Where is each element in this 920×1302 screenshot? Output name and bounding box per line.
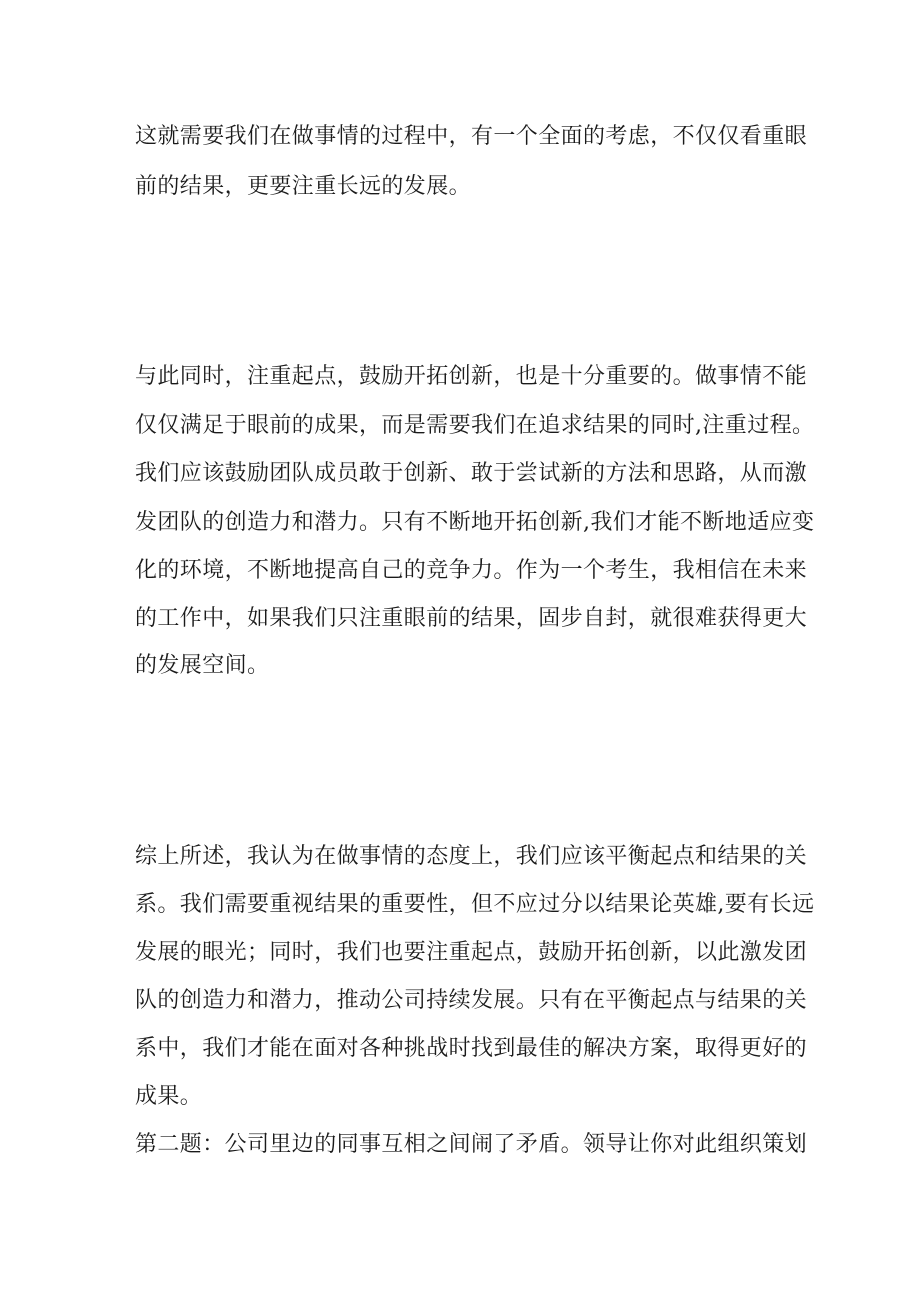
paragraph-2-line-6: 的工作中，如果我们只注重眼前的结果，固步自封，就很难获得更大: [135, 606, 808, 631]
paragraph-3-line-1: 综上所述，我认为在做事情的态度上，我们应该平衡起点和结果的关: [135, 844, 808, 869]
paragraph-2-line-5: 化的环境，不断地提高自己的竞争力。作为一个考生，我相信在未来: [135, 558, 808, 583]
paragraph-2-line-7: 的发展空间。: [135, 653, 270, 678]
paragraph-3-line-3: 发展的眼光；同时，我们也要注重起点，鼓励开拓创新，以此激发团: [135, 940, 808, 965]
paragraph-3-line-2: 系。我们需要重视结果的重要性，但不应过分以结果论英雄,要有长远: [135, 892, 815, 917]
paragraph-1-line-1: 这就需要我们在做事情的过程中，有一个全面的考虑，不仅仅看重眼: [135, 124, 808, 149]
paragraph-2-line-3: 我们应该鼓励团队成员敢于创新、敢于尝试新的方法和思路，从而激: [135, 461, 808, 486]
paragraph-1-line-2: 前的结果，更要注重长远的发展。: [135, 174, 472, 199]
paragraph-3-line-4: 队的创造力和潜力，推动公司持续发展。只有在平衡起点与结果的关: [135, 988, 808, 1013]
question-2-line-1: 第二题：公司里边的同事互相之间闹了矛盾。领导让你对此组织策划: [135, 1132, 808, 1157]
paragraph-2-line-2: 仅仅满足于眼前的成果，而是需要我们在追求结果的同时,注重过程。: [135, 413, 815, 438]
paragraph-3-line-5: 系中，我们才能在面对各种挑战时找到最佳的解决方案，取得更好的: [135, 1036, 808, 1061]
paragraph-2-line-1: 与此同时，注重起点，鼓励开拓创新，也是十分重要的。做事情不能: [135, 364, 808, 389]
paragraph-2-line-4: 发团队的创造力和潜力。只有不断地开拓创新,我们才能不断地适应变: [135, 510, 815, 535]
paragraph-3-line-6: 成果。: [135, 1084, 203, 1109]
